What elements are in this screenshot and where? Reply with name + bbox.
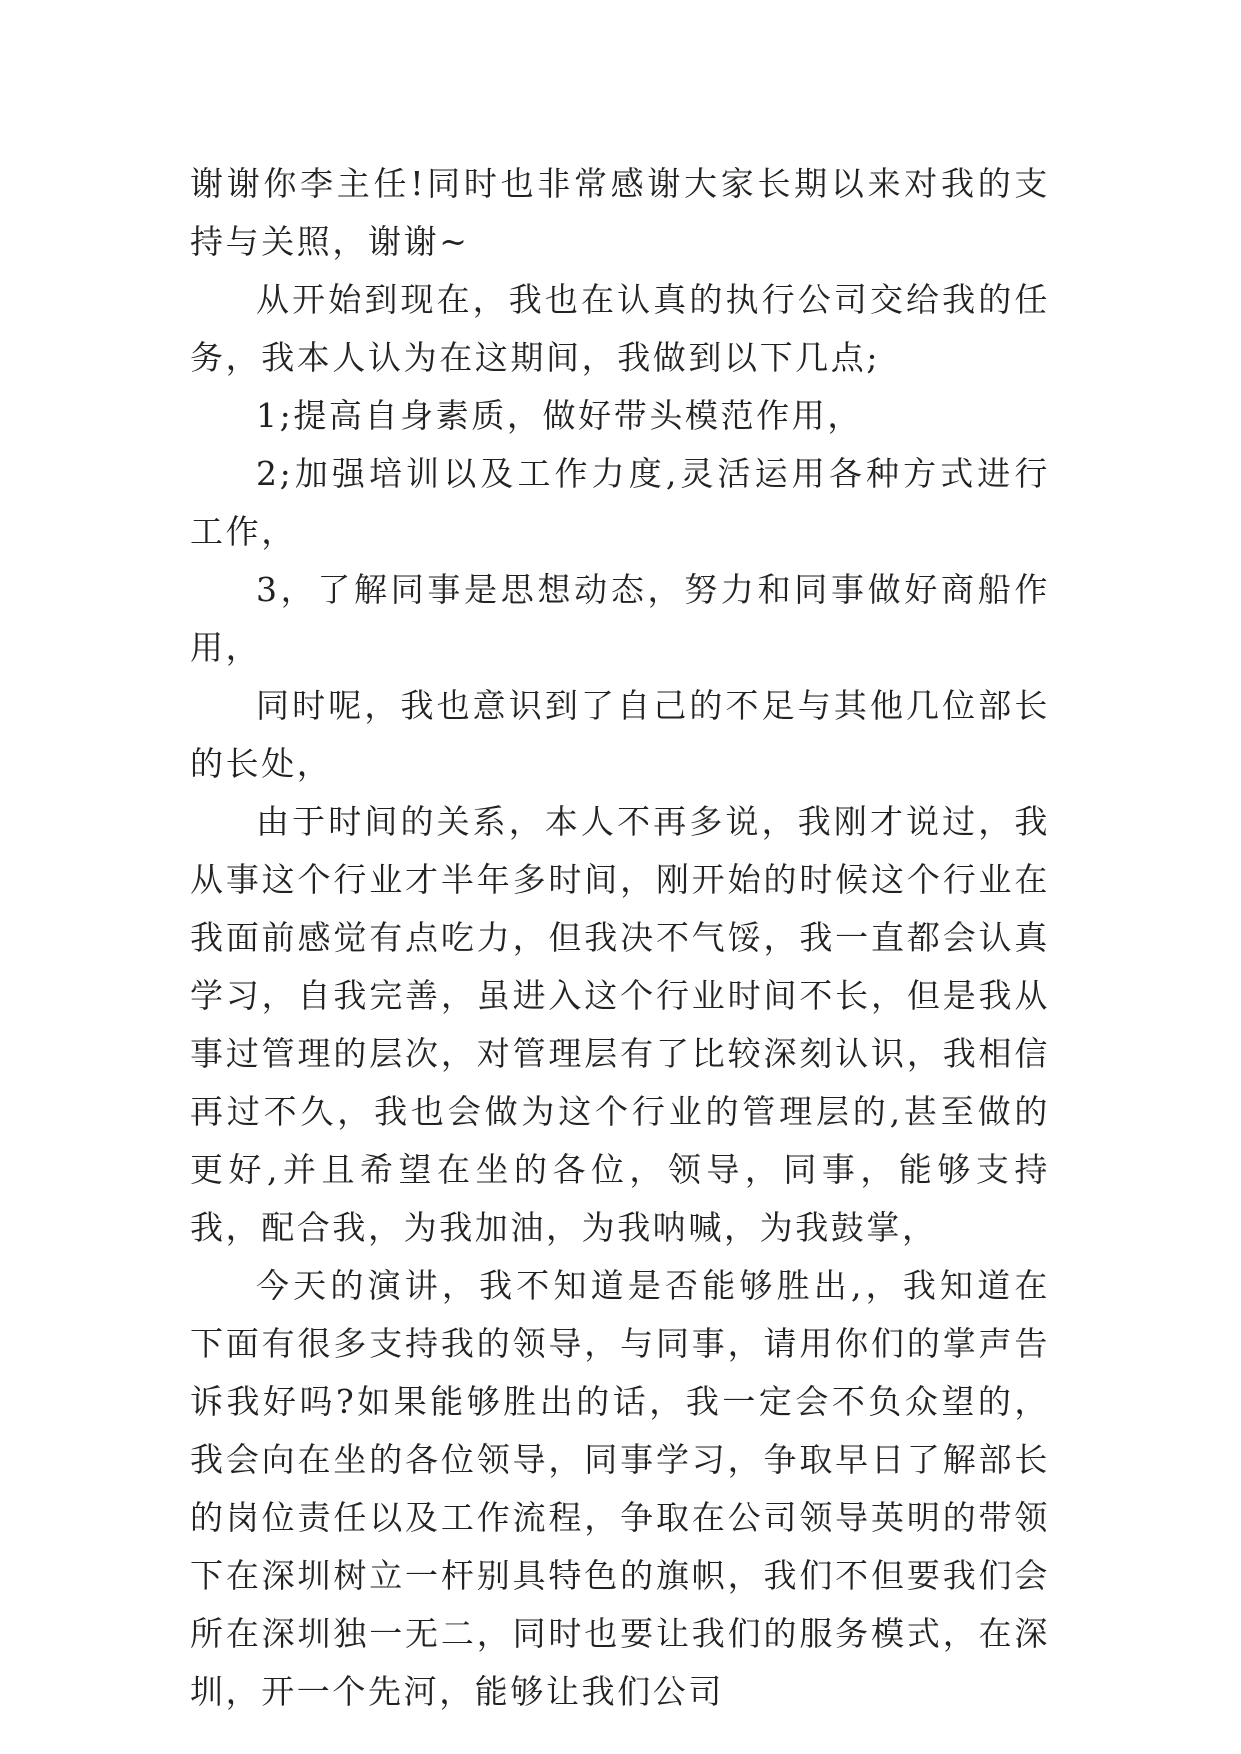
list-item-3: 3，了解同事是思想动态，努力和同事做好商船作用， [190, 570, 1050, 667]
paragraph-closing: 今天的演讲，我不知道是否能够胜出,，我知道在下面有很多支持我的领导，与同事，请用你们的掌声告诉我好吗?如果能够胜出的话，我一定会不负众望的，我会向在坐的各位领导，同事学习，争取早日了解部长的岗位责任以及工作流程，争取在公司领导英明的带领下在深圳树立一杆别具特色的旗帜，我们不但要我们会所在深圳独一无二，同时也要让我们的服务模式，在深圳，开一个先河，能够让我们公司 [190, 1266, 1050, 1711]
paragraph-intro: 从开始到现在，我也在认真的执行公司交给我的任务，我本人认为在这期间，我做到以下几点; [190, 280, 1050, 377]
paragraph-experience: 由于时间的关系，本人不再多说，我刚才说过，我从事这个行业才半年多时间，刚开始的时候这个行业在我面前感觉有点吃力，但我决不气馁，我一直都会认真学习，自我完善，虽进入这个行业时间不长，但是我从事过管理的层次，对管理层有了比较深刻认识，我相信再过不久，我也会做为这个行业的管理层的,甚至做的更好,并且希望在坐的各位，领导，同事，能够支持我，配合我，为我加油，为我呐喊，为我鼓掌， [190, 802, 1050, 1247]
paragraph-shortcomings: 同时呢，我也意识到了自己的不足与其他几位部长的长处， [190, 686, 1050, 783]
paragraph-thanks: 谢谢你李主任!同时也非常感谢大家长期以来对我的支持与关照，谢谢~ [190, 164, 1050, 261]
list-item-2: 2;加强培训以及工作力度,灵活运用各种方式进行工作， [190, 454, 1050, 551]
document-body [190, 155, 1050, 1721]
list-item-1: 1;提高自身素质，做好带头模范作用， [256, 396, 863, 435]
